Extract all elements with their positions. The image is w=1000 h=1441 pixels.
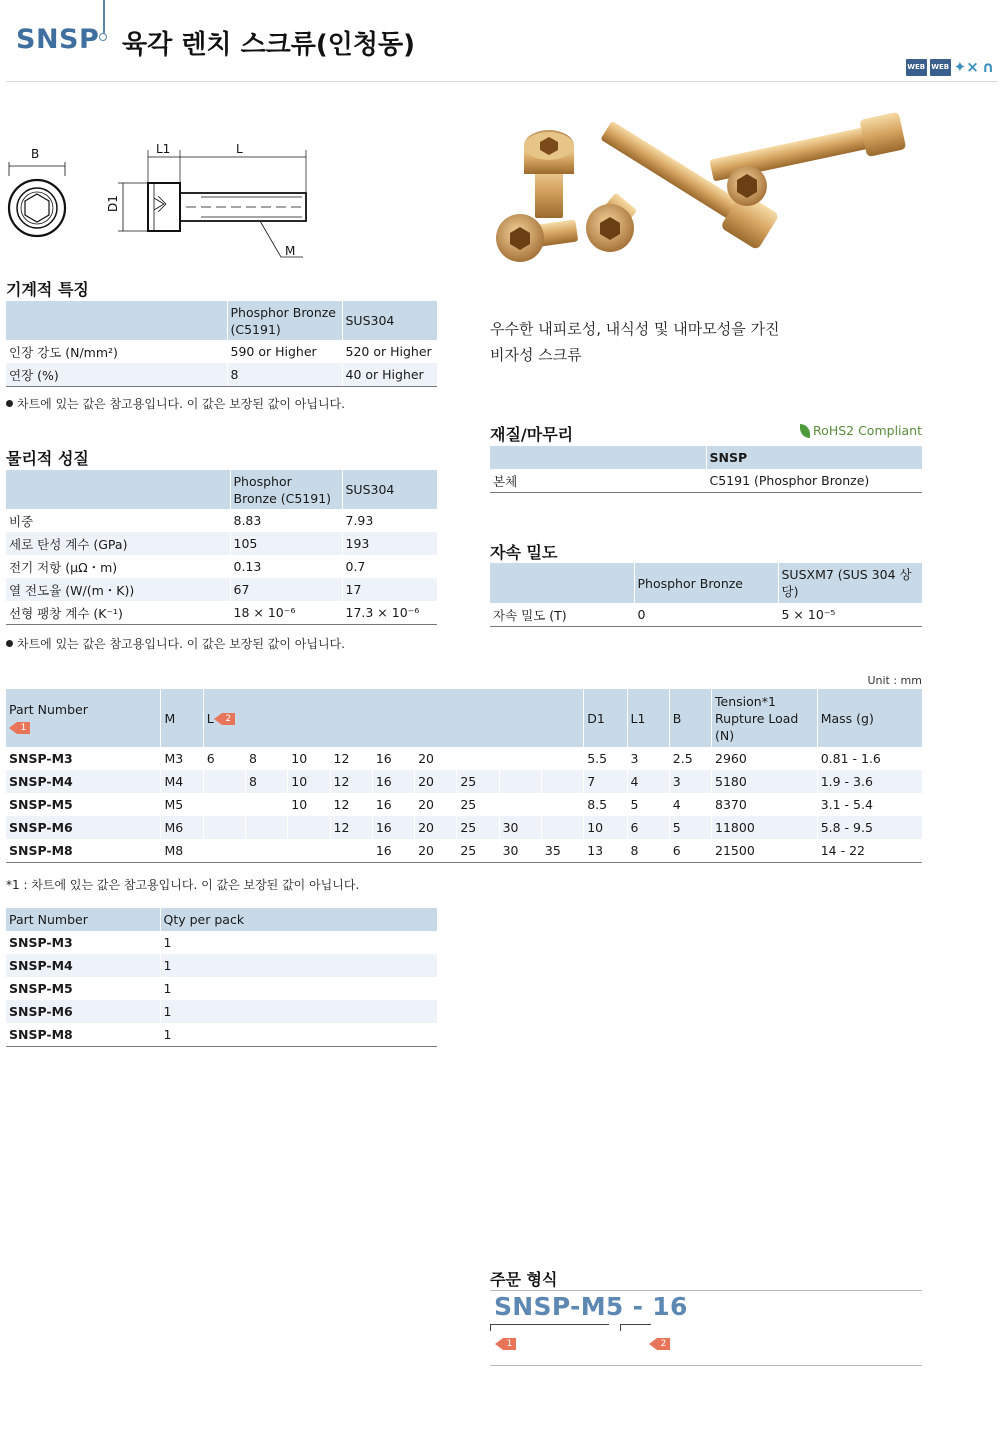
magnetic-heading: 자속 밀도 <box>490 543 558 562</box>
spec-table <box>6 689 922 863</box>
marker-1-icon: 1 <box>503 1338 516 1350</box>
web-badge-icon[interactable]: WEB <box>906 59 927 76</box>
mech-header-bronze: Phosphor Bronze (C5191) <box>227 301 342 340</box>
magnetic-table <box>490 563 922 627</box>
table-row: SNSP-M8 M8 16 20 25 30 35 13 8 6 21500 14 - 22 <box>6 839 922 863</box>
spec-header-tension: Tension*1 Rupture Load (N) <box>712 689 818 747</box>
dim-label-b: B <box>31 147 40 161</box>
marker-1-icon: 1 <box>17 722 30 734</box>
qty-header-qty: Qty per pack <box>160 908 437 931</box>
order-code: SNSP-M5 - 16 <box>494 1292 688 1321</box>
marker-2-icon: 2 <box>222 713 235 725</box>
page-title: 육각 렌치 스크류(인청동) <box>122 30 416 60</box>
table-row: SNSP-M6 M6 12 16 20 25 30 10 6 5 11800 5.8 - 9.5 <box>6 816 922 839</box>
qty-table <box>6 908 437 1047</box>
phys-header-sus: SUS304 <box>342 470 437 509</box>
spec-header-m: M <box>161 689 203 747</box>
table-row: 세로 탄성 계수 (GPa) 105 193 <box>6 532 437 555</box>
web-badge-icon[interactable]: WEB <box>930 59 951 76</box>
rohs-badge: RoHS2 Compliant <box>800 423 922 438</box>
product-description: 우수한 내피로성, 내식성 및 내마모성을 가진 비자성 스크류 <box>490 320 780 364</box>
mech-heading: 기계적 특징 <box>6 280 89 299</box>
material-table <box>490 446 922 493</box>
table-row: 전기 저항 (μΩ・m) 0.13 0.7 <box>6 555 437 578</box>
table-row: SNSP-M4 M4 8 10 12 16 20 25 7 4 3 5180 1.9 - 3.6 <box>6 770 922 793</box>
spec-header-d1: D1 <box>584 689 627 747</box>
header-divider-dot <box>99 33 107 41</box>
screw-dimension-drawing <box>6 140 316 265</box>
order-heading: 주문 형식 <box>490 1270 558 1289</box>
header-rule <box>6 81 998 82</box>
spec-header-mass: Mass (g) <box>817 689 922 747</box>
table-row: 선형 팽창 계수 (K⁻¹) 18 × 10⁻⁶ 17.3 × 10⁻⁶ <box>6 601 437 625</box>
header-divider-line <box>103 0 105 34</box>
connect-icon: ∩ <box>981 58 994 76</box>
qty-header-part: Part Number <box>6 908 160 931</box>
table-row: 연장 (%) 8 40 or Higher <box>6 363 437 387</box>
material-header-blank <box>490 446 706 469</box>
dim-label-l: L <box>236 142 243 156</box>
table-row: SNSP-M5 M5 10 12 16 20 25 8.5 5 4 8370 3.1 - 5.4 <box>6 793 922 816</box>
phys-header-bronze: Phosphor Bronze (C5191) <box>230 470 342 509</box>
bullet-icon <box>6 400 13 407</box>
table-row: SNSP-M6 1 <box>6 1000 437 1023</box>
badge-group <box>906 58 994 76</box>
magnetic-header-sus: SUSXM7 (SUS 304 상당) <box>778 563 922 603</box>
material-header-snsp: SNSP <box>706 446 922 469</box>
leaf-icon <box>800 424 810 438</box>
cad-icon: ✦× <box>953 58 979 76</box>
table-row: 자속 밀도 (T) 0 5 × 10⁻⁵ <box>490 603 922 627</box>
spec-header-l: L 2 <box>203 689 583 747</box>
spec-body <box>6 747 922 863</box>
dim-label-m: M <box>285 244 296 258</box>
spec-header-l1: L1 <box>627 689 669 747</box>
product-code: SNSP <box>16 24 100 55</box>
spec-header-part: Part Number 1 <box>6 689 161 747</box>
table-row: SNSP-M4 1 <box>6 954 437 977</box>
spec-header-b: B <box>669 689 711 747</box>
table-row: SNSP-M3 1 <box>6 931 437 954</box>
table-row: 열 전도율 (W/(m・K)) 67 17 <box>6 578 437 601</box>
spec-footnote: *1 : 차트에 있는 값은 참고용입니다. 이 값은 보장된 값이 아닙니다. <box>6 878 360 892</box>
table-row: SNSP-M8 1 <box>6 1023 437 1047</box>
dim-label-l1: L1 <box>156 142 171 156</box>
phys-note: 차트에 있는 값은 참고용입니다. 이 값은 보장된 값이 아닙니다. <box>6 635 345 652</box>
unit-label: Unit : mm <box>867 674 922 687</box>
order-bracket-1 <box>490 1324 609 1331</box>
table-row: 인장 강도 (N/mm²) 590 or Higher 520 or Higher <box>6 340 437 363</box>
phys-header-blank <box>6 470 230 509</box>
mech-table <box>6 301 437 387</box>
dim-label-d1: D1 <box>106 195 120 212</box>
bullet-icon <box>6 640 13 647</box>
table-row: SNSP-M5 1 <box>6 977 437 1000</box>
mech-header-blank <box>6 301 227 340</box>
table-row: 본체 C5191 (Phosphor Bronze) <box>490 469 922 493</box>
table-row: 비중 8.83 7.93 <box>6 509 437 532</box>
material-heading: 재질/마무리 <box>490 425 574 444</box>
table-row: SNSP-M3 M3 6 8 10 12 16 20 5.5 3 2.5 2960 0.81 - 1.6 <box>6 747 922 770</box>
marker-2-icon: 2 <box>657 1338 670 1350</box>
phys-heading: 물리적 성질 <box>6 449 89 468</box>
mech-note: 차트에 있는 값은 참고용입니다. 이 값은 보장된 값이 아닙니다. <box>6 395 345 412</box>
product-photo <box>485 108 925 288</box>
magnetic-header-bronze: Phosphor Bronze <box>634 563 778 603</box>
mech-header-sus: SUS304 <box>342 301 437 340</box>
order-rule-top <box>490 1290 922 1291</box>
magnetic-header-blank <box>490 563 634 603</box>
order-rule-bottom <box>490 1365 922 1366</box>
phys-table <box>6 470 437 625</box>
order-bracket-2 <box>620 1324 651 1331</box>
